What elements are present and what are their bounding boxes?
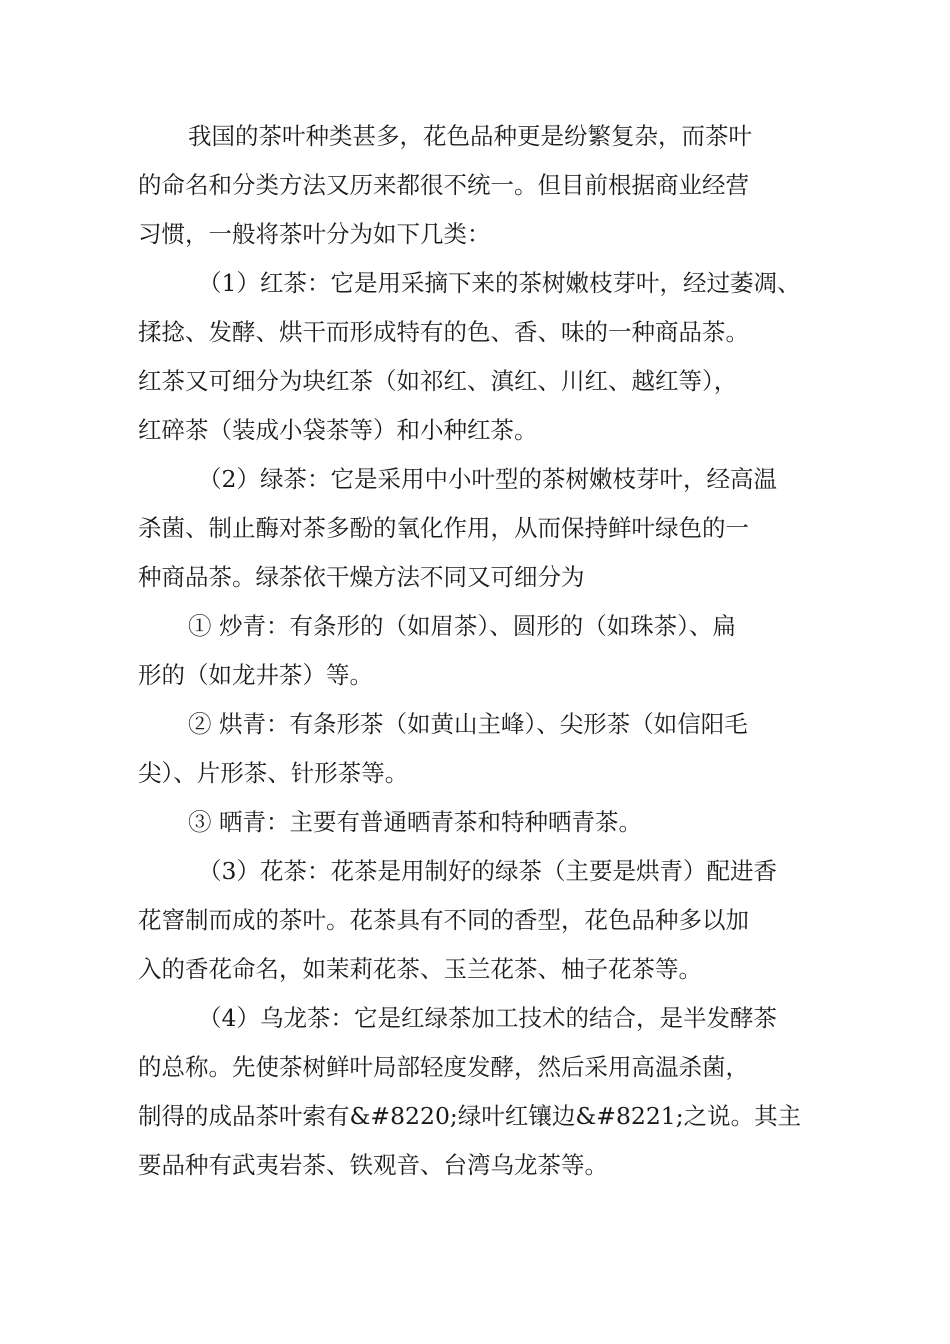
paragraph-flower-tea-line-2: 花窨制而成的茶叶。花茶具有不同的香型，花色品种多以加 — [138, 906, 749, 934]
paragraph-black-tea-line-4: 红碎茶（装成小袋茶等）和小种红茶。 — [138, 416, 538, 444]
list-item-hongqing-line-1: ② 烘青：有条形茶（如黄山主峰）、尖形茶（如信阳毛 — [188, 710, 748, 738]
paragraph-flower-tea-line-1: （3）花茶：花茶是用制好的绿茶（主要是烘青）配进香 — [198, 857, 777, 885]
paragraph-intro-line-3: 习惯，一般将茶叶分为如下几类： — [138, 220, 491, 248]
paragraph-oolong-line-4: 要品种有武夷岩茶、铁观音、台湾乌龙茶等。 — [138, 1151, 608, 1179]
paragraph-flower-tea-line-3: 入的香花命名，如茉莉花茶、玉兰花茶、柚子花茶等。 — [138, 955, 702, 983]
paragraph-black-tea-line-2: 揉捻、发酵、烘干而形成特有的色、香、味的一种商品茶。 — [138, 318, 749, 346]
paragraph-black-tea-line-3: 红茶又可细分为块红茶（如祁红、滇红、川红、越红等）， — [138, 367, 738, 395]
paragraph-green-tea-line-2: 杀菌、制止酶对茶多酚的氧化作用，从而保持鲜叶绿色的一 — [138, 514, 749, 542]
list-item-chaoqing-line-1: ① 炒青：有条形的（如眉茶）、圆形的（如珠茶）、扁 — [188, 612, 736, 640]
paragraph-black-tea-line-1: （1）红茶：它是用采摘下来的茶树嫩枝芽叶，经过萎凋、 — [198, 269, 801, 297]
paragraph-green-tea-line-3: 种商品茶。绿茶依干燥方法不同又可细分为 — [138, 563, 585, 591]
list-item-hongqing-line-2: 尖）、片形茶、针形茶等。 — [138, 759, 409, 787]
paragraph-oolong-line-2: 的总称。先使茶树鲜叶局部轻度发酵，然后采用高温杀菌， — [138, 1053, 749, 1081]
list-item-chaoqing-line-2: 形的（如龙井茶）等。 — [138, 661, 373, 689]
paragraph-intro-line-1: 我国的茶叶种类甚多，花色品种更是纷繁复杂，而茶叶 — [188, 122, 752, 150]
paragraph-intro-line-2: 的命名和分类方法又历来都很不统一。但目前根据商业经营 — [138, 171, 749, 199]
list-item-shaiqing-line-1: ③ 晒青：主要有普通晒青茶和特种晒青茶。 — [188, 808, 642, 836]
paragraph-oolong-line-1: （4）乌龙茶：它是红绿茶加工技术的结合，是半发酵茶 — [198, 1004, 777, 1032]
paragraph-green-tea-line-1: （2）绿茶：它是采用中小叶型的茶树嫩枝芽叶，经高温 — [198, 465, 777, 493]
paragraph-oolong-line-3: 制得的成品茶叶索有&#8220;绿叶红镶边&#8221;之说。其主 — [138, 1102, 802, 1130]
document-body — [138, 112, 828, 1190]
